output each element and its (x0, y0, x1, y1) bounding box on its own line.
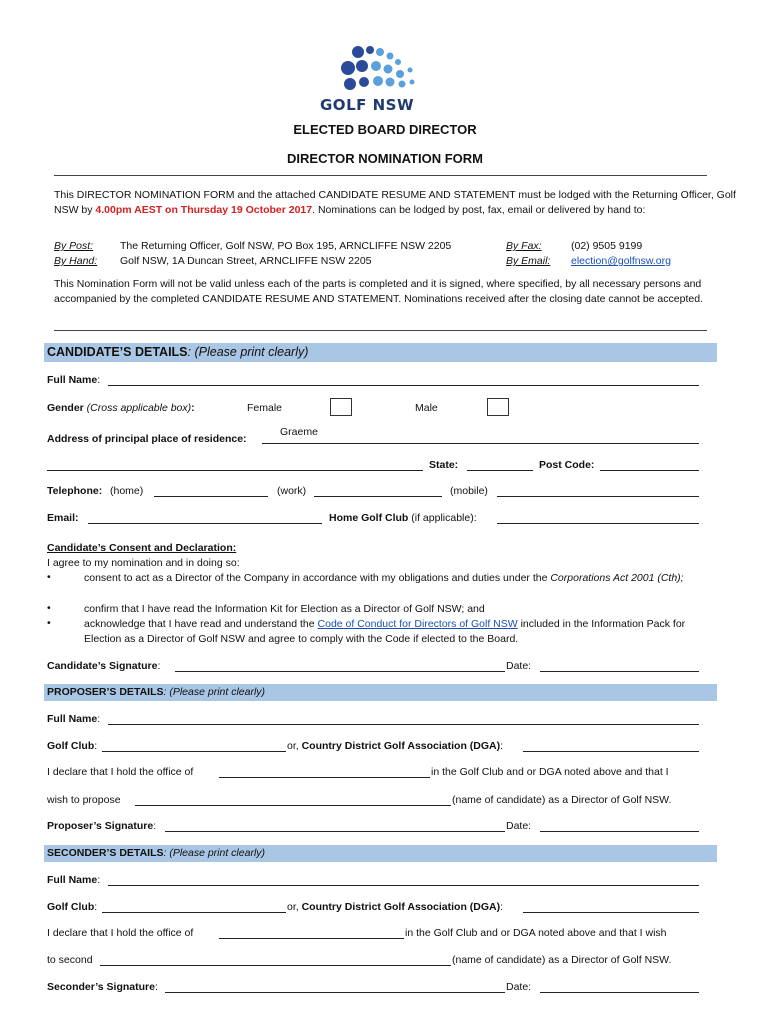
seconder-declare-label: I declare that I hold the office of (47, 927, 194, 939)
seconder-declare-tail: in the Golf Club and or DGA noted above and that I wish (405, 927, 667, 939)
consent-title: Candidate’s Consent and Declaration: (47, 542, 237, 554)
proposer-signature-field[interactable] (165, 831, 505, 832)
proposer-signature-label: Proposer’s Signature: (47, 820, 157, 832)
form-title: ELECTED BOARD DIRECTOR (293, 122, 477, 137)
state-label: State: (429, 459, 459, 471)
by-fax-label: By Fax: (506, 240, 542, 252)
proposer-office-field[interactable] (219, 777, 430, 778)
proposer-section-header: PROPOSER’S DETAILS: (Please print clearly) (44, 684, 717, 701)
bullet-icon: • (47, 571, 51, 583)
email-field[interactable] (88, 523, 322, 524)
seconder-second-label: to second (47, 954, 93, 966)
seconder-dga-field[interactable] (523, 912, 699, 913)
seconder-golf-club-label: Golf Club: (47, 901, 98, 913)
address-value: Graeme (280, 426, 318, 438)
deadline: 4.00pm AEST on Thursday 19 October 2017 (95, 204, 313, 216)
female-checkbox[interactable] (330, 398, 352, 416)
seconder-office-field[interactable] (219, 938, 404, 939)
state-field[interactable] (467, 470, 533, 471)
consent-item-1: consent to act as a Director of the Company in accordance with my obligations and duties under the Corporations Act 2001 (Cth); (84, 572, 684, 584)
proposer-full-name-label: Full Name: (47, 713, 101, 725)
code-of-conduct-link[interactable]: Code of Conduct for Directors of Golf NSW (317, 618, 518, 630)
proposer-candidate-name-field[interactable] (135, 805, 451, 806)
seconder-full-name-label: Full Name: (47, 874, 101, 886)
proposer-golf-club-field[interactable] (102, 751, 286, 752)
proposer-declare-tail: in the Golf Club and or DGA noted above and that I (431, 766, 669, 778)
seconder-date-label: Date: (506, 981, 532, 993)
candidate-full-name-field[interactable] (108, 385, 699, 386)
by-post-label: By Post: (54, 240, 94, 252)
mobile-phone-field[interactable] (497, 496, 699, 497)
home-club-field[interactable] (497, 523, 699, 524)
email-label: Email: (47, 512, 79, 524)
seconder-candidate-name-field[interactable] (100, 965, 451, 966)
intro-paragraph: This DIRECTOR NOMINATION FORM and the attached CANDIDATE RESUME AND STATEMENT must be lodged with the Returning Officer, Golf NSW by 4.00pm AEST on Thursday 19 October 2017. Nominations can be lodged by post, fax, email or delivered by hand to: (54, 189, 736, 216)
proposer-declare-label: I declare that I hold the office of (47, 766, 194, 778)
candidate-date-field[interactable] (540, 671, 699, 672)
male-checkbox[interactable] (487, 398, 509, 416)
by-hand-value: Golf NSW, 1A Duncan Street, ARNCLIFFE NSW 2205 (120, 255, 372, 267)
seconder-full-name-field[interactable] (108, 885, 699, 886)
form-subtitle: DIRECTOR NOMINATION FORM (287, 151, 483, 166)
divider (54, 330, 707, 331)
proposer-date-field[interactable] (540, 831, 699, 832)
postcode-field[interactable] (600, 470, 699, 471)
validity-paragraph: This Nomination Form will not be valid unless each of the parts is completed and it is signed, where specified, by all necessary persons and accompanied by the completed CANDIDATE RESUME AND STATEMENT. Nominations received after the closing date cannot be accepted. (54, 278, 703, 305)
proposer-wish-label: wish to propose (47, 794, 121, 806)
candidate-signature-field[interactable] (175, 671, 505, 672)
proposer-golf-club-label: Golf Club: (47, 740, 98, 752)
candidate-signature-label: Candidate’s Signature: (47, 660, 161, 672)
home-phone-field[interactable] (154, 496, 268, 497)
proposer-wish-tail: (name of candidate) as a Director of Golf NSW. (452, 794, 672, 806)
candidate-section-header: CANDIDATE’S DETAILS: (Please print clearly) (44, 343, 717, 362)
address-label: Address of principal place of residence: (47, 433, 247, 445)
telephone-label: Telephone: (47, 485, 103, 497)
candidate-full-name-label: Full Name: (47, 374, 101, 386)
email-link[interactable]: election@golfnsw.org (571, 255, 671, 267)
proposer-full-name-field[interactable] (108, 724, 699, 725)
seconder-dga-label: or, Country District Golf Association (DGA): (287, 901, 504, 913)
by-hand-label: By Hand: (54, 255, 98, 267)
work-phone-field[interactable] (314, 496, 442, 497)
seconder-section-header: SECONDER’S DETAILS: (Please print clearly) (44, 845, 717, 862)
by-email-label: By Email: (506, 255, 551, 267)
bullet-icon: • (47, 617, 51, 629)
address-line-2-field[interactable] (47, 470, 423, 471)
candidate-date-label: Date: (506, 660, 532, 672)
proposer-dga-label: or, Country District Golf Association (DGA): (287, 740, 504, 752)
seconder-signature-field[interactable] (165, 992, 505, 993)
seconder-date-field[interactable] (540, 992, 699, 993)
divider (54, 175, 707, 176)
address-field[interactable] (262, 443, 699, 444)
work-phone-label: (work) (277, 485, 307, 497)
male-label: Male (415, 402, 438, 414)
consent-item-2: confirm that I have read the Information Kit for Election as a Director of Golf NSW; and (84, 603, 485, 615)
seconder-second-tail: (name of candidate) as a Director of Golf NSW. (452, 954, 672, 966)
logo-text: GOLF NSW (320, 96, 414, 114)
mobile-phone-label: (mobile) (450, 485, 488, 497)
seconder-golf-club-field[interactable] (102, 912, 286, 913)
seconder-signature-label: Seconder’s Signature: (47, 981, 158, 993)
consent-item-3: acknowledge that I have read and understand the Code of Conduct for Directors of Golf NSW included in the Information Pack for Election as a Director of Golf NSW and agree to comply with the Code if elected to the Board. (84, 618, 686, 645)
home-club-label: Home Golf Club (if applicable): (329, 512, 477, 524)
bullet-icon: • (47, 602, 51, 614)
gender-label: Gender (Cross applicable box): (47, 402, 195, 414)
proposer-date-label: Date: (506, 820, 532, 832)
postcode-label: Post Code: (539, 459, 595, 471)
proposer-dga-field[interactable] (523, 751, 699, 752)
by-post-value: The Returning Officer, Golf NSW, PO Box 195, ARNCLIFFE NSW 2205 (120, 240, 452, 252)
consent-intro: I agree to my nomination and in doing so: (47, 557, 240, 569)
female-label: Female (247, 402, 283, 414)
home-phone-label: (home) (110, 485, 144, 497)
by-fax-value: (02) 9505 9199 (571, 240, 643, 252)
